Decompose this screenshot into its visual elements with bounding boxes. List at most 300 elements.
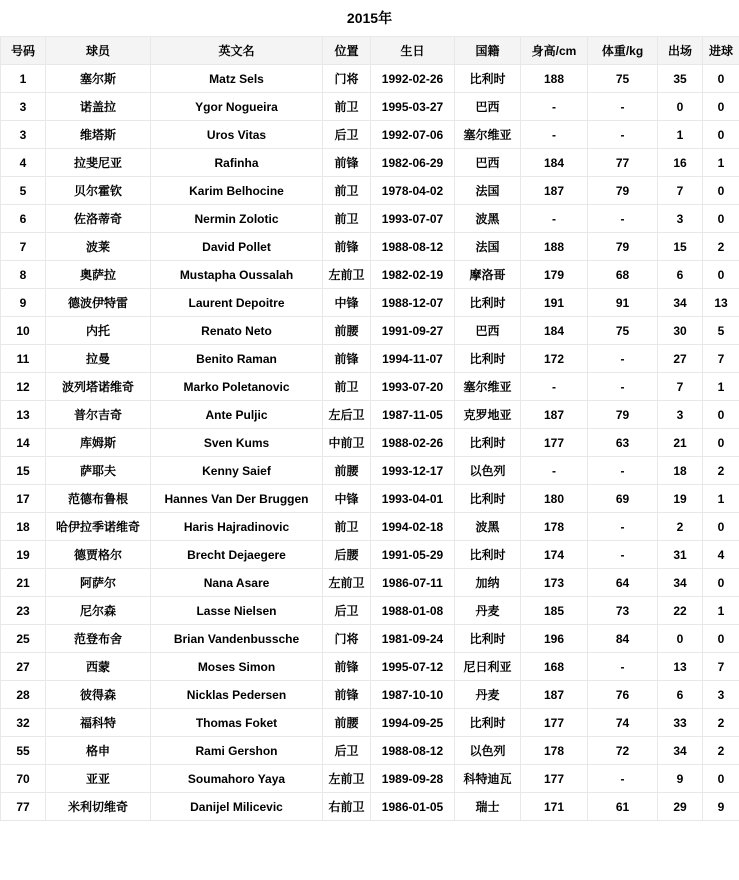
table-row (1, 205, 739, 233)
table-row (1, 289, 739, 317)
cell: 2 (703, 233, 739, 261)
cell: 13 (1, 401, 46, 429)
cell: Ygor Nogueira (151, 93, 323, 121)
column-header: 生日 (371, 37, 455, 65)
column-header: 英文名 (151, 37, 323, 65)
cell: Mustapha Oussalah (151, 261, 323, 289)
cell: 1992-07-06 (371, 121, 455, 149)
cell: 6 (1, 205, 46, 233)
cell: 7 (658, 177, 703, 205)
cell: 1986-01-05 (371, 793, 455, 821)
cell: 前腰 (323, 457, 371, 485)
cell: Marko Poletanovic (151, 373, 323, 401)
cell: 以色列 (455, 457, 521, 485)
cell: 奥萨拉 (46, 261, 151, 289)
cell: 前卫 (323, 373, 371, 401)
cell: Brecht Dejaegere (151, 541, 323, 569)
cell: Rami Gershon (151, 737, 323, 765)
cell: 84 (588, 625, 658, 653)
cell: 1995-07-12 (371, 653, 455, 681)
cell: 比利时 (455, 65, 521, 93)
cell: 74 (588, 709, 658, 737)
cell: Rafinha (151, 149, 323, 177)
cell: Haris Hajradinovic (151, 513, 323, 541)
cell: 阿萨尔 (46, 569, 151, 597)
cell: 7 (703, 345, 739, 373)
cell: 3 (658, 205, 703, 233)
cell: 1992-02-26 (371, 65, 455, 93)
cell: Sven Kums (151, 429, 323, 457)
cell: 贝尔霍钦 (46, 177, 151, 205)
cell: 以色列 (455, 737, 521, 765)
table-row (1, 625, 739, 653)
cell: - (588, 541, 658, 569)
cell: 179 (521, 261, 588, 289)
cell: 前锋 (323, 345, 371, 373)
cell: 比利时 (455, 625, 521, 653)
cell: 右前卫 (323, 793, 371, 821)
cell: 3 (1, 121, 46, 149)
cell: 2 (703, 457, 739, 485)
cell: 巴西 (455, 93, 521, 121)
cell: David Pollet (151, 233, 323, 261)
cell: 69 (588, 485, 658, 513)
cell: 前卫 (323, 93, 371, 121)
cell: 31 (658, 541, 703, 569)
cell: 法国 (455, 233, 521, 261)
cell: Kenny Saief (151, 457, 323, 485)
cell: 1993-12-17 (371, 457, 455, 485)
cell: 左后卫 (323, 401, 371, 429)
cell: 4 (703, 541, 739, 569)
cell: 摩洛哥 (455, 261, 521, 289)
table-row (1, 597, 739, 625)
cell: - (521, 373, 588, 401)
cell: 177 (521, 765, 588, 793)
cell: 177 (521, 429, 588, 457)
cell: 0 (658, 625, 703, 653)
cell: 1982-02-19 (371, 261, 455, 289)
cell: 6 (658, 261, 703, 289)
cell: 22 (658, 597, 703, 625)
cell: 70 (1, 765, 46, 793)
cell: 丹麦 (455, 681, 521, 709)
table-row (1, 569, 739, 597)
cell: 187 (521, 401, 588, 429)
cell: 后卫 (323, 737, 371, 765)
cell: 1988-01-08 (371, 597, 455, 625)
cell: 1986-07-11 (371, 569, 455, 597)
cell: 0 (703, 93, 739, 121)
cell: 前卫 (323, 205, 371, 233)
cell: 诺盖拉 (46, 93, 151, 121)
table-body (1, 65, 739, 821)
cell: 173 (521, 569, 588, 597)
cell: - (588, 653, 658, 681)
cell: 前腰 (323, 317, 371, 345)
cell: 27 (1, 653, 46, 681)
cell: 79 (588, 401, 658, 429)
cell: Nermin Zolotic (151, 205, 323, 233)
table-row (1, 457, 739, 485)
cell: 1988-08-12 (371, 737, 455, 765)
cell: 72 (588, 737, 658, 765)
cell: 184 (521, 317, 588, 345)
cell: 10 (1, 317, 46, 345)
table-row (1, 513, 739, 541)
cell: Soumahoro Yaya (151, 765, 323, 793)
cell: 前卫 (323, 177, 371, 205)
cell: 187 (521, 177, 588, 205)
cell: 196 (521, 625, 588, 653)
cell: 1 (703, 485, 739, 513)
cell: - (588, 345, 658, 373)
cell: 0 (703, 401, 739, 429)
cell: 拉曼 (46, 345, 151, 373)
cell: 61 (588, 793, 658, 821)
table-row (1, 793, 739, 821)
cell: 28 (1, 681, 46, 709)
cell: 0 (703, 429, 739, 457)
cell: 1991-09-27 (371, 317, 455, 345)
cell: 15 (1, 457, 46, 485)
table-row (1, 261, 739, 289)
cell: 12 (1, 373, 46, 401)
cell: 18 (658, 457, 703, 485)
cell: 前锋 (323, 681, 371, 709)
cell: 比利时 (455, 485, 521, 513)
cell: - (521, 457, 588, 485)
cell: 9 (1, 289, 46, 317)
column-header: 体重/kg (588, 37, 658, 65)
cell: 1988-02-26 (371, 429, 455, 457)
cell: 后卫 (323, 597, 371, 625)
cell: 中锋 (323, 289, 371, 317)
cell: 13 (703, 289, 739, 317)
cell: 0 (703, 765, 739, 793)
cell: 德波伊特雷 (46, 289, 151, 317)
cell: 7 (703, 653, 739, 681)
cell: 波列塔诺维奇 (46, 373, 151, 401)
cell: 丹麦 (455, 597, 521, 625)
cell: 19 (658, 485, 703, 513)
cell: 后腰 (323, 541, 371, 569)
cell: 178 (521, 513, 588, 541)
cell: 克罗地亚 (455, 401, 521, 429)
cell: 格申 (46, 737, 151, 765)
cell: 188 (521, 233, 588, 261)
cell: 维塔斯 (46, 121, 151, 149)
cell: 79 (588, 177, 658, 205)
table-row (1, 765, 739, 793)
cell: 9 (658, 765, 703, 793)
cell: 21 (658, 429, 703, 457)
cell: 1981-09-24 (371, 625, 455, 653)
cell: - (521, 93, 588, 121)
cell: 5 (703, 317, 739, 345)
cell: - (521, 121, 588, 149)
cell: 西蒙 (46, 653, 151, 681)
cell: 184 (521, 149, 588, 177)
cell: 168 (521, 653, 588, 681)
cell: 范登布舍 (46, 625, 151, 653)
cell: 门将 (323, 625, 371, 653)
cell: Thomas Foket (151, 709, 323, 737)
cell: 左前卫 (323, 765, 371, 793)
cell: Renato Neto (151, 317, 323, 345)
cell: 波黑 (455, 205, 521, 233)
cell: 19 (1, 541, 46, 569)
cell: Ante Puljic (151, 401, 323, 429)
cell: 79 (588, 233, 658, 261)
cell: 33 (658, 709, 703, 737)
table-row (1, 541, 739, 569)
cell: 前锋 (323, 653, 371, 681)
header-row (1, 37, 739, 65)
cell: 34 (658, 289, 703, 317)
cell: 1 (703, 373, 739, 401)
cell: Nicklas Pedersen (151, 681, 323, 709)
cell: 米利切维奇 (46, 793, 151, 821)
cell: 35 (658, 65, 703, 93)
column-header: 身高/cm (521, 37, 588, 65)
cell: 左前卫 (323, 261, 371, 289)
cell: 1982-06-29 (371, 149, 455, 177)
cell: 21 (1, 569, 46, 597)
table-row (1, 401, 739, 429)
cell: 77 (588, 149, 658, 177)
cell: 14 (1, 429, 46, 457)
cell: 0 (703, 205, 739, 233)
table-row (1, 373, 739, 401)
column-header: 号码 (1, 37, 46, 65)
cell: 23 (1, 597, 46, 625)
cell: Brian Vandenbussche (151, 625, 323, 653)
cell: Nana Asare (151, 569, 323, 597)
cell: 内托 (46, 317, 151, 345)
table-row (1, 121, 739, 149)
cell: 加纳 (455, 569, 521, 597)
cell: 波莱 (46, 233, 151, 261)
cell: 佐洛蒂奇 (46, 205, 151, 233)
cell: 18 (1, 513, 46, 541)
cell: 91 (588, 289, 658, 317)
cell: 1994-11-07 (371, 345, 455, 373)
cell: 13 (658, 653, 703, 681)
cell: 德贾格尔 (46, 541, 151, 569)
cell: Hannes Van Der Bruggen (151, 485, 323, 513)
cell: 29 (658, 793, 703, 821)
table-row (1, 149, 739, 177)
cell: 比利时 (455, 429, 521, 457)
cell: 8 (1, 261, 46, 289)
cell: 1993-04-01 (371, 485, 455, 513)
cell: 中前卫 (323, 429, 371, 457)
cell: 171 (521, 793, 588, 821)
cell: 177 (521, 709, 588, 737)
cell: 25 (1, 625, 46, 653)
cell: 中锋 (323, 485, 371, 513)
cell: 范德布鲁根 (46, 485, 151, 513)
cell: 64 (588, 569, 658, 597)
column-header: 进球 (703, 37, 739, 65)
cell: 73 (588, 597, 658, 625)
cell: 0 (658, 93, 703, 121)
cell: 11 (1, 345, 46, 373)
cell: 前锋 (323, 233, 371, 261)
column-header: 出场 (658, 37, 703, 65)
cell: 34 (658, 569, 703, 597)
cell: 前卫 (323, 513, 371, 541)
page-title: 2015年 (346, 10, 393, 26)
cell: 1987-11-05 (371, 401, 455, 429)
cell: 1 (703, 597, 739, 625)
table-row (1, 93, 739, 121)
cell: Uros Vitas (151, 121, 323, 149)
table-row (1, 681, 739, 709)
cell: 16 (658, 149, 703, 177)
cell: Moses Simon (151, 653, 323, 681)
cell: 15 (658, 233, 703, 261)
cell: 1991-05-29 (371, 541, 455, 569)
cell: 174 (521, 541, 588, 569)
cell: 0 (703, 261, 739, 289)
table-row (1, 709, 739, 737)
cell: 30 (658, 317, 703, 345)
cell: 185 (521, 597, 588, 625)
cell: 7 (1, 233, 46, 261)
cell: - (521, 205, 588, 233)
cell: 福科特 (46, 709, 151, 737)
column-header: 位置 (323, 37, 371, 65)
cell: 尼日利亚 (455, 653, 521, 681)
cell: 1989-09-28 (371, 765, 455, 793)
cell: 1 (658, 121, 703, 149)
cell: 4 (1, 149, 46, 177)
cell: 比利时 (455, 289, 521, 317)
table-row (1, 233, 739, 261)
cell: 1 (1, 65, 46, 93)
cell: 3 (658, 401, 703, 429)
cell: - (588, 373, 658, 401)
cell: 1993-07-20 (371, 373, 455, 401)
cell: 188 (521, 65, 588, 93)
cell: 科特迪瓦 (455, 765, 521, 793)
cell: 0 (703, 65, 739, 93)
cell: Benito Raman (151, 345, 323, 373)
cell: 3 (1, 93, 46, 121)
cell: - (588, 121, 658, 149)
cell: 63 (588, 429, 658, 457)
cell: 普尔吉奇 (46, 401, 151, 429)
cell: 6 (658, 681, 703, 709)
cell: 比利时 (455, 541, 521, 569)
cell: - (588, 765, 658, 793)
cell: 1988-12-07 (371, 289, 455, 317)
cell: 180 (521, 485, 588, 513)
cell: 后卫 (323, 121, 371, 149)
cell: 1978-04-02 (371, 177, 455, 205)
cell: Lasse Nielsen (151, 597, 323, 625)
cell: 萨耶夫 (46, 457, 151, 485)
cell: 9 (703, 793, 739, 821)
cell: 塞尔维亚 (455, 121, 521, 149)
table-row (1, 653, 739, 681)
cell: 彼得森 (46, 681, 151, 709)
cell: 0 (703, 121, 739, 149)
cell: 34 (658, 737, 703, 765)
cell: - (588, 513, 658, 541)
cell: 178 (521, 737, 588, 765)
cell: Danijel Milicevic (151, 793, 323, 821)
cell: 塞尔斯 (46, 65, 151, 93)
cell: 拉斐尼亚 (46, 149, 151, 177)
cell: 0 (703, 569, 739, 597)
cell: 巴西 (455, 317, 521, 345)
column-header: 球员 (46, 37, 151, 65)
cell: 55 (1, 737, 46, 765)
roster-table (0, 36, 739, 821)
table-row (1, 177, 739, 205)
cell: 172 (521, 345, 588, 373)
cell: - (588, 457, 658, 485)
cell: 法国 (455, 177, 521, 205)
cell: - (588, 205, 658, 233)
cell: 1994-09-25 (371, 709, 455, 737)
table-row (1, 737, 739, 765)
cell: 巴西 (455, 149, 521, 177)
cell: Laurent Depoitre (151, 289, 323, 317)
cell: 5 (1, 177, 46, 205)
cell: 库姆斯 (46, 429, 151, 457)
cell: Karim Belhocine (151, 177, 323, 205)
cell: 1995-03-27 (371, 93, 455, 121)
cell: 1987-10-10 (371, 681, 455, 709)
cell: 187 (521, 681, 588, 709)
cell: 3 (703, 681, 739, 709)
cell: 2 (703, 737, 739, 765)
cell: 77 (1, 793, 46, 821)
cell: 1 (703, 149, 739, 177)
cell: 75 (588, 65, 658, 93)
cell: 7 (658, 373, 703, 401)
cell: 尼尔森 (46, 597, 151, 625)
table-row (1, 317, 739, 345)
cell: 32 (1, 709, 46, 737)
cell: 前锋 (323, 149, 371, 177)
cell: 75 (588, 317, 658, 345)
table-row (1, 65, 739, 93)
cell: 2 (703, 709, 739, 737)
cell: 68 (588, 261, 658, 289)
cell: Matz Sels (151, 65, 323, 93)
cell: 17 (1, 485, 46, 513)
cell: 27 (658, 345, 703, 373)
cell: 191 (521, 289, 588, 317)
cell: 瑞士 (455, 793, 521, 821)
cell: 塞尔维亚 (455, 373, 521, 401)
cell: 0 (703, 625, 739, 653)
cell: 比利时 (455, 345, 521, 373)
table-row (1, 345, 739, 373)
cell: 比利时 (455, 709, 521, 737)
cell: 波黑 (455, 513, 521, 541)
cell: 1994-02-18 (371, 513, 455, 541)
cell: 2 (658, 513, 703, 541)
column-header: 国籍 (455, 37, 521, 65)
cell: 1993-07-07 (371, 205, 455, 233)
cell: 左前卫 (323, 569, 371, 597)
